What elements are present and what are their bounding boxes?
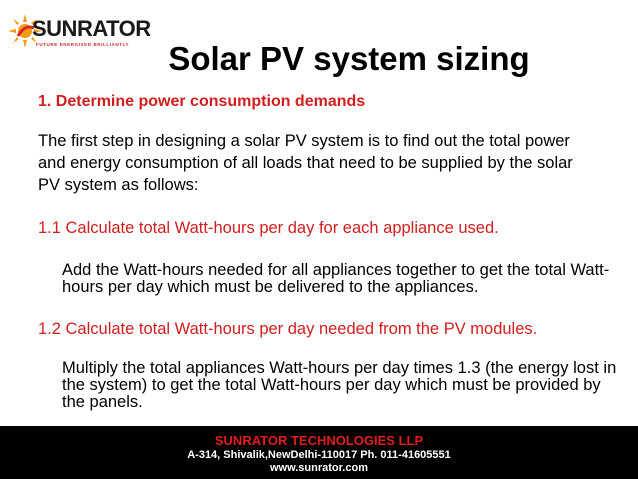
intro-paragraph: The first step in designing a solar PV system is to find out the total power and energy consumption of all loads that need to be supplied by the solar PV system as follows: [38,132,573,194]
step-2-body: Multiply the total appliances Watt-hours per day times 1.3 (the energy lost in the system) to get the total Watt-hours per day which must be provided by the panels. [62,359,617,411]
footer-company: SUNRATOR TECHNOLOGIES LLP [214,433,424,448]
logo-tagline: FUTURE ENERGISED BRILLIANTLY [36,42,130,47]
footer-website: www.sunrator.com [269,462,368,474]
footer-address: A-314, Shivalik,NewDelhi-110017 Ph. 011-41605551 [187,449,451,461]
slide-title: Solar PV system sizing [168,40,530,77]
step-1-heading: 1.1 Calculate total Watt-hours per day for each appliance used. [38,219,499,237]
footer-banner [0,426,638,479]
step-2-heading: 1.2 Calculate total Watt-hours per day needed from the PV modules. [38,320,538,338]
step-1-body: Add the Watt-hours needed for all appliances together to get the total Watt-hours per day which must be delivered to the appliances. [62,261,610,296]
logo-wordmark: SUNRATOR [32,16,151,41]
section-heading: 1. Determine power consumption demands [38,93,366,110]
